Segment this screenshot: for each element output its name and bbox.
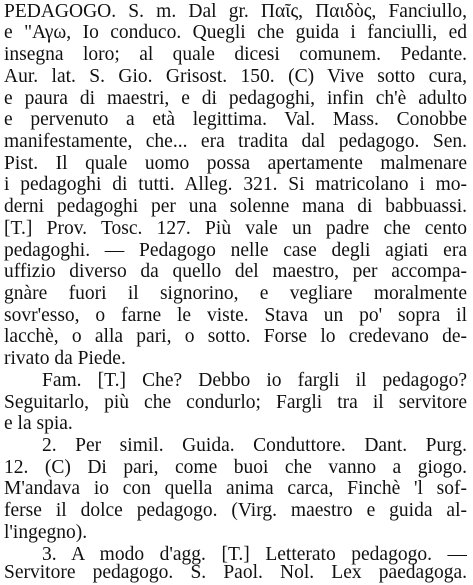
entry-line: 3. A modo d'agg. [T.] Letterato pedagogo. — [42,544,467,565]
entry-line: derni pedagoghi per una solenne mana di babbuassi. [4,196,467,217]
entry-line: 12. (C) Di pari, come buoi che vanno a giogo. [4,457,467,478]
entry-line: M'andava io con quella anima carca, Finchè 'l sof- [4,478,467,499]
entry-line: i pedagoghi di tutti. Alleg. 321. Si matricolano i mo- [4,174,467,195]
entry-line: Servitore pedagogo. S. Paol. Nol. Lex paedagoga. [4,562,467,583]
entry-line: uffizio diverso da quello del maestro, per accompa- [4,261,467,282]
entry-line: Fam. [T.] Che? Debbo io fargli il pedagogo? [42,370,467,391]
entry-line: e la spia. [4,413,73,434]
entry-line: gnàre fuori il signorino, e vegliare moralmente [4,283,467,304]
entry-line: ferse il dolce pedagogo. (Virg. maestro e guida al- [4,500,467,521]
entry-line: insegna loro; al quale dicesi comunem. Pedante. [4,44,467,65]
entry-line: rivato da Piede. [4,348,126,369]
entry-line: sovr'esso, o farne le viste. Stava un po' sopra il [4,305,467,326]
entry-line: lacchè, o alla pari, o sotto. Forse lo credevano de- [4,326,467,347]
entry-line: e paura di maestri, e di pedagoghi, infin ch'è adulto [4,88,467,109]
entry-line: l'ingegno). [4,522,88,543]
entry-line: [T.] Prov. Tosc. 127. Più vale un padre che cento [4,218,467,239]
entry-line: pedagoghi. — Pedagogo nelle case degli agiati era [4,240,467,261]
entry-line: e "Αγω, Io conduco. Quegli che guida i fanciulli, ed [4,22,467,43]
entry-line: Pist. Il quale uomo possa apertamente malmenare [4,153,467,174]
entry-line: manifestamente, che... era tradita dal pedagogo. Sen. [4,131,467,152]
entry-line: Aur. lat. S. Gio. Grisost. 150. (C) Vive sotto cura, [4,66,467,87]
entry-line: 2. Per simil. Guida. Conduttore. Dant. Purg. [42,435,467,456]
entry-line: PEDAGOGO. S. m. Dal gr. Παῖς, Παιδὸς, Fanciullo, [4,1,467,22]
entry-line: e pervenuto a età legittima. Val. Mass. Conobbe [4,109,467,130]
entry-line: Seguitarlo, più che condurlo; Fargli tra il servitore [4,392,467,413]
